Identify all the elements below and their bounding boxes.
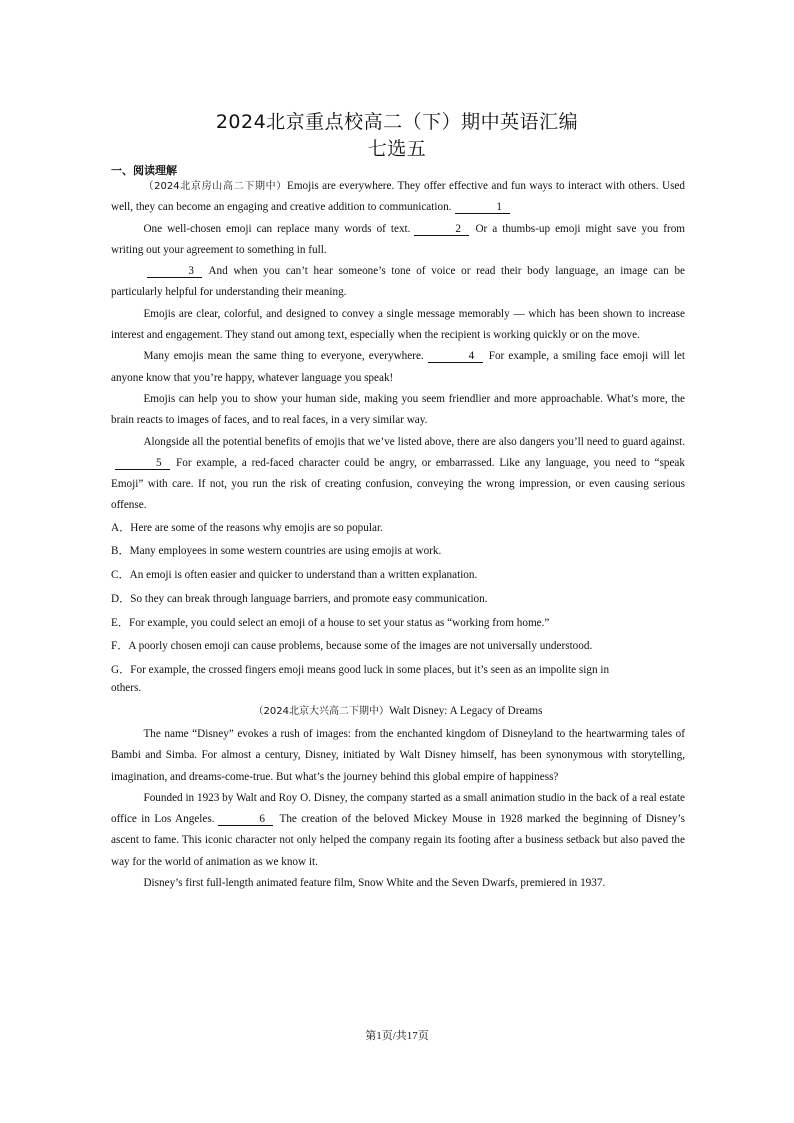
- paragraph-text: Founded in 1923 by Walt and Roy O. Disney, the company started as a small animation studio in the back of a real estate office in Los Angeles.: [111, 791, 685, 826]
- paragraph: Emojis are clear, colorful, and designed to convey a single message memorably — which has been shown to increase interest and engagement. They stand out among text, especially when the recipient is working quickly or on the move.: [111, 307, 685, 342]
- option-item: [111, 659, 685, 683]
- option-text: For example, you could select an emoji of a house to set your status as “working from home.”: [129, 616, 550, 629]
- option-text: So they can break through language barriers, and promote easy communication.: [130, 592, 488, 605]
- answer-blank: 2: [414, 223, 469, 236]
- paragraph-text: For example, a smiling face emoji will let anyone know that you’re happy, whatever language you speak!: [111, 350, 686, 384]
- option-text: An emoji is often easier and quicker to understand than a written explanation.: [129, 569, 478, 582]
- option-item: [111, 612, 685, 636]
- source-label: （2024北京大兴高二下期中）: [253, 705, 389, 717]
- paragraph-text: For example, a red-faced character could be angry, or embarrassed. Like any language, you need to “speak Emoji” with care. If not, you run the risk of creating confusion, conveying the wrong impression, or even causing serious offense.: [111, 456, 685, 512]
- option-text: For example, the crossed fingers emoji means good luck in some places, but it’s seen as an impolite sign in: [130, 663, 610, 676]
- passage-title: Walt Disney: A Legacy of Dreams: [388, 704, 543, 717]
- option-letter: F．: [111, 640, 129, 653]
- page-subtitle: 七选五: [367, 138, 427, 160]
- paragraph-text: Emojis are everywhere. They offer effective and fun ways to interact with others. Used well, they can become an engaging and creative addition to communication.: [111, 180, 685, 214]
- option-item: [111, 588, 685, 612]
- option-letter: C．: [111, 569, 130, 582]
- option-item: [111, 564, 685, 588]
- section-heading: 一、阅读理解: [111, 164, 177, 177]
- option-letter: E．: [111, 616, 130, 629]
- option-text: Here are some of the reasons why emojis are so popular.: [130, 521, 383, 534]
- paragraph-text: The creation of the beloved Mickey Mouse in 1928 marked the beginning of Disney’s ascent to fame. This iconic character not only helped the company regain its footing after a business setback but also paved the way for the world of animation as we know it.: [111, 813, 685, 868]
- paragraph-text: Or a thumbs-up emoji might save you from writing out your agreement to something in full.: [111, 222, 686, 256]
- answer-blank: 1: [455, 201, 510, 214]
- paragraph: [111, 219, 685, 262]
- paragraph: Disney’s first full-length animated feature film, Snow White and the Seven Dwarfs, premiered in 1937.: [143, 877, 606, 890]
- answer-blank: 6: [218, 813, 273, 826]
- paragraph-text: One well-chosen emoji can replace many words of text.: [143, 222, 411, 235]
- answer-blank: 5: [115, 457, 170, 470]
- options-list: [111, 517, 685, 697]
- option-letter: D．: [111, 592, 131, 605]
- option-item: [111, 517, 685, 541]
- paragraph: Emojis can help you to show your human side, making you seem friendlier and more approachable. What’s more, the brain reacts to images of faces, and to real faces, in a very similar way.: [111, 392, 685, 427]
- page-footer: 第1页/共17页: [365, 1030, 429, 1042]
- paragraph: [111, 261, 685, 304]
- option-letter: B．: [111, 545, 130, 558]
- paragraph: The name “Disney” evokes a rush of images: from the enchanted kingdom of Disneyland to the heartwarming tales of Bambi and Simba. For almost a century, Disney, initiated by Walt Disney himself, has been synonymous with storytelling, imagination, and dreams-come-true. But what’s the journey behind this global empire of happiness?: [111, 727, 685, 783]
- paragraph: [111, 346, 685, 389]
- answer-blank: 3: [147, 265, 202, 278]
- passage-heading: [111, 701, 685, 722]
- document-body: [111, 176, 685, 894]
- paragraph-text: And when you can’t hear someone’s tone of voice or read their body language, an image can be particularly helpful for understanding their meaning.: [111, 265, 685, 299]
- paragraph-text: Many emojis mean the same thing to everyone, everywhere.: [143, 350, 424, 363]
- paragraph: [111, 432, 685, 517]
- source-label: （2024北京房山高二下期中）: [143, 181, 287, 192]
- option-letter: G．: [111, 663, 131, 676]
- page-title: 2024北京重点校高二（下）期中英语汇编: [215, 111, 579, 133]
- option-text: Many employees in some western countries are using emojis at work.: [129, 545, 442, 558]
- option-item: [111, 540, 685, 564]
- paragraph: [111, 788, 685, 873]
- option-letter: A．: [111, 521, 131, 534]
- answer-blank: 4: [428, 350, 483, 363]
- paragraph-text: Alongside all the potential benefits of emojis that we’ve listed above, there are also dangers you’ll need to guard against.: [143, 435, 685, 448]
- option-continuation: others.: [111, 681, 142, 694]
- option-item: [111, 635, 685, 659]
- paragraph: [111, 176, 685, 219]
- option-text: A poorly chosen emoji can cause problems, because some of the images are not universally understood.: [128, 640, 593, 653]
